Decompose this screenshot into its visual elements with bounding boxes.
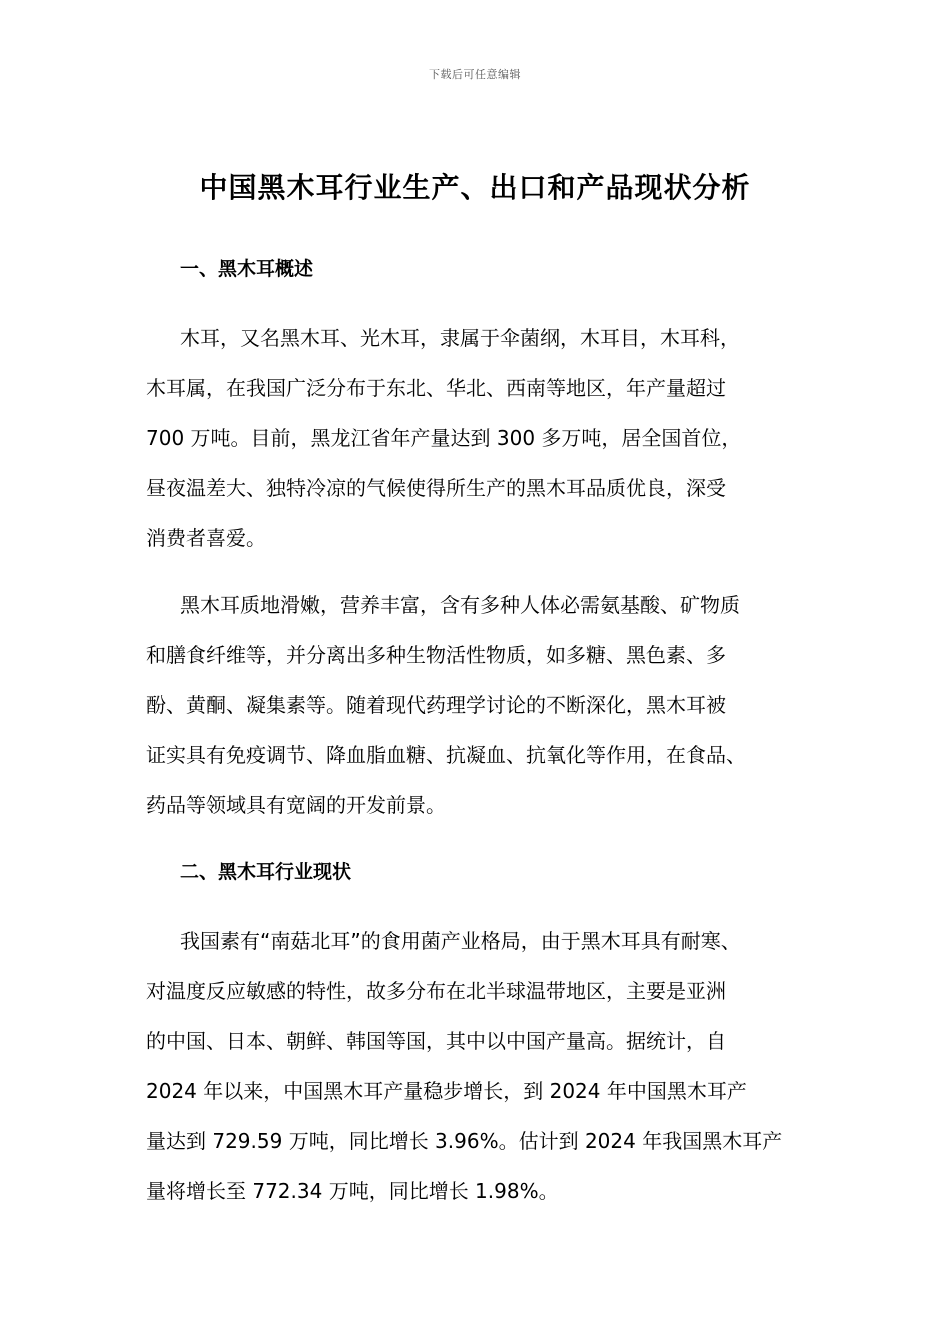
paragraph-line: 证实具有免疫调节、降血脂血糖、抗凝血、抗氧化等作用，在食品、	[146, 743, 746, 767]
header-note: 下载后可任意编辑	[429, 68, 521, 81]
paragraph-line: 和膳食纤维等，并分离出多种生物活性物质，如多糖、黑色素、多	[146, 643, 726, 667]
paragraph-overview-2	[146, 580, 826, 830]
paragraph-line: 700 万吨。目前，黑龙江省年产量达到 300 多万吨，居全国首位，	[146, 426, 742, 450]
paragraph-line: 的中国、日本、朝鲜、韩国等国，其中以中国产量高。据统计，自	[146, 1029, 726, 1053]
paragraph-line: 对温度反应敏感的特性，故多分布在北半球温带地区，主要是亚洲	[146, 979, 726, 1003]
paragraph-line: 2024 年以来，中国黑木耳产量稳步增长，到 2024 年中国黑木耳产	[146, 1079, 747, 1103]
paragraph-line: 量将增长至 772.34 万吨，同比增长 1.98%。	[146, 1179, 559, 1203]
paragraph-line: 药品等领域具有宽阔的开发前景。	[146, 793, 446, 817]
paragraph-industry-status-1	[146, 916, 826, 1216]
paragraph-line: 木耳，又名黑木耳、光木耳，隶属于伞菌纲，木耳目，木耳科，	[180, 326, 740, 350]
paragraph-overview-1	[146, 313, 826, 563]
paragraph-line: 量达到 729.59 万吨，同比增长 3.96%。估计到 2024 年我国黑木耳产	[146, 1129, 783, 1153]
paragraph-line: 昼夜温差大、独特冷凉的气候使得所生产的黑木耳品质优良，深受	[146, 476, 726, 500]
paragraph-line: 我国素有“南菇北耳”的食用菌产业格局，由于黑木耳具有耐寒、	[180, 929, 741, 953]
paragraph-line: 木耳属，在我国广泛分布于东北、华北、西南等地区，年产量超过	[146, 376, 726, 400]
section-heading-industry-status: 二、黑木耳行业现状	[180, 861, 352, 883]
paragraph-line: 黑木耳质地滑嫩，营养丰富，含有多种人体必需氨基酸、矿物质	[180, 593, 740, 617]
section-heading-overview: 一、黑木耳概述	[180, 258, 314, 280]
paragraph-line: 消费者喜爱。	[146, 526, 266, 550]
paragraph-line: 酚、黄酮、凝集素等。随着现代药理学讨论的不断深化，黑木耳被	[146, 693, 726, 717]
document-title: 中国黑木耳行业生产、出口和产品现状分析	[199, 171, 751, 204]
